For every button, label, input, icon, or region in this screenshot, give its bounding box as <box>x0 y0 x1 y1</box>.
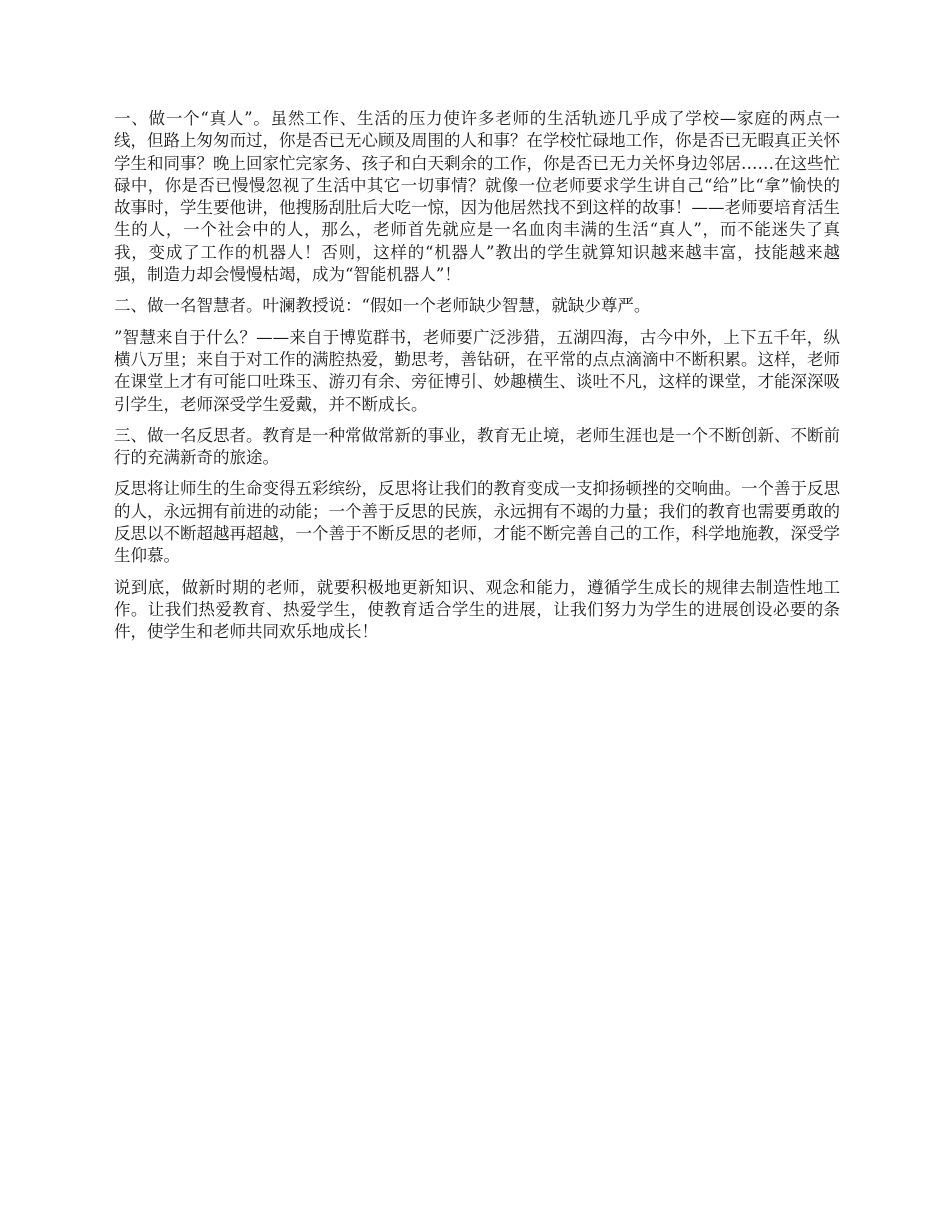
paragraph-conclusion: 说到底，做新时期的老师，就要积极地更新知识、观念和能力，遵循学生成长的规律去制造性地工作。让我们热爱教育、热爱学生，使教育适合学生的进展，让我们努力为学生的进展创设必要的条件，使学生和老师共同欢乐地成长！ <box>114 577 840 642</box>
paragraph-wisdom-source: ”智慧来自于什么？——来自于博览群书，老师要广泛涉猎，五湖四海，古今中外，上下五千年，纵横八万里；来自于对工作的满腔热爱，勤思考，善钻研，在平常的点点滴滴中不断积累。这样，老师在课堂上才有可能口吐珠玉、游刃有余、旁征博引、妙趣横生、谈吐不凡，这样的课堂，才能深深吸引学生，老师深受学生爱戴，并不断成长。 <box>114 327 840 414</box>
document-body <box>114 108 840 653</box>
paragraph-reflection-value: 反思将让师生的生命变得五彩缤纷，反思将让我们的教育变成一支抑扬顿挫的交响曲。一个善于反思的人，永远拥有前进的动能；一个善于反思的民族，永远拥有不竭的力量；我们的教育也需要勇敢的反思以不断超越再超越，一个善于不断反思的老师，才能不断完善自己的工作，科学地施教，深受学生仰慕。 <box>114 479 840 566</box>
paragraph-be-reflective: 三、做一名反思者。教育是一种常做常新的事业，教育无止境，老师生涯也是一个不断创新、不断前行的充满新奇的旅途。 <box>114 425 840 468</box>
paragraph-be-real-person: 一、做一个“真人”。虽然工作、生活的压力使许多老师的生活轨迹几乎成了学校—家庭的两点一线，但路上匆匆而过，你是否已无心顾及周围的人和事？在学校忙碌地工作，你是否已无暇真正关怀学生和同事？晚上回家忙完家务、孩子和白天剩余的工作，你是否已无力关怀身边邻居……在这些忙碌中，你是否已慢慢忽视了生活中其它一切事情？就像一位老师要求学生讲自己“给”比“拿”愉快的故事时，学生要他讲，他搜肠刮肚后大吃一惊，因为他居然找不到这样的故事！——老师要培育活生生的人，一个社会中的人，那么，老师首先就应是一名血肉丰满的生活“真人”，而不能迷失了真我，变成了工作的机器人！否则，这样的“机器人”教出的学生就算知识越来越丰富，技能越来越强，制造力却会慢慢枯竭，成为“智能机器人”！ <box>114 109 840 285</box>
paragraph-be-wise-intro: 二、做一名智慧者。叶澜教授说：“假如一个老师缺少智慧，就缺少尊严。 <box>114 296 651 316</box>
